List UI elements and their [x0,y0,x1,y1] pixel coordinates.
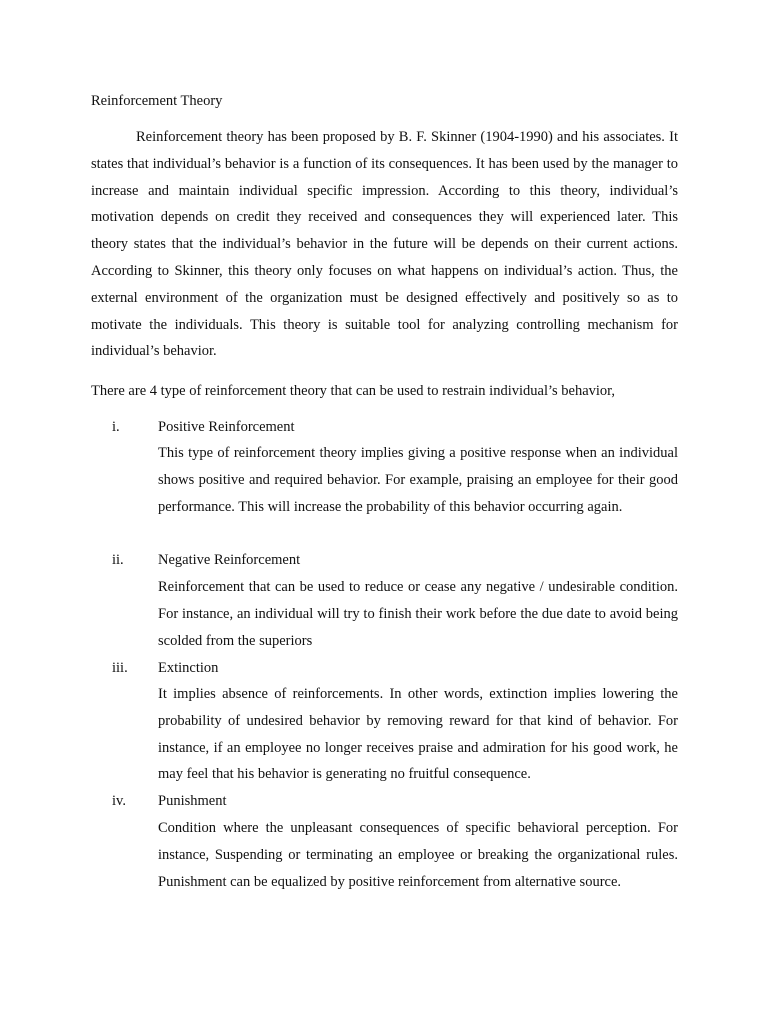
list-item-text: Reinforcement that can be used to reduce or cease any negative / undesirable condition. For instance, an individual will try to finish their work before the due date to avoid being scolded from the superiors [158,579,678,649]
list-item-heading: Positive Reinforcement [158,419,295,435]
list-item-text: It implies absence of reinforcements. In other words, extinction implies lowering the probability of undesired behavior by removing reward for that kind of behavior. For instance, if an employee no longer receives praise and admiration for his good work, he may feel that his behavior is generating no fruitful consequence. [158,686,678,783]
list-item-heading: Extinction [158,660,219,676]
list-item-heading: Punishment [158,793,227,809]
list-lead-sentence: There are 4 type of reinforcement theory that can be used to restrain individual’s behavior, [91,383,616,399]
intro-paragraph: Reinforcement theory has been proposed by B. F. Skinner (1904-1990) and his associates. It states that individual’s behavior is a function of its consequences. It has been used by the manager to increase and maintain individual specific impression. According to this theory, individual’s motivation depends on credit they received and consequences they will experienced later. This theory states that the individual’s behavior in the future will be depends on their current actions. According to Skinner, this theory only focuses on what happens on individual’s action. Thus, the external environment of the organization must be designed effectively and positively so as to motivate the individuals. This theory is suitable tool for analyzing controlling mechanism for individual’s behavior. [91,129,678,360]
list-numeral: i. [112,419,120,435]
document-title: Reinforcement Theory [91,93,223,109]
list-item-text: This type of reinforcement theory implies giving a positive response when an individual shows positive and required behavior. For example, praising an employee for their good performance. This will increase the probability of this behavior occurring again. [158,445,678,515]
list-item-heading: Negative Reinforcement [158,552,301,568]
list-numeral: ii. [112,552,124,568]
list-numeral: iv. [112,793,126,809]
list-item-text: Condition where the unpleasant consequences of specific behavioral perception. For instance, Suspending or terminating an employee or breaking the organizational rules. Punishment can be equalized by positive reinforcement from alternative source. [158,820,678,890]
list-numeral: iii. [112,660,128,676]
